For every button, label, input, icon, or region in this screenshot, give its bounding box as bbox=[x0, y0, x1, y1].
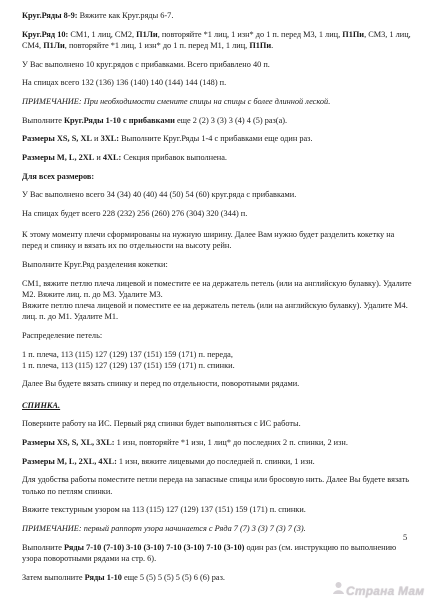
paragraph-rows-8-9: Круг.Ряды 8-9: Вяжите как Круг.ряды 6-7. bbox=[22, 11, 174, 20]
paragraph-then-work: Затем выполните Ряды 1-10 еще 5 (5) 5 (5) 5 (5) 6 (6) раз. bbox=[22, 572, 225, 582]
paragraph-stitch-distribution: Распределение петель: bbox=[22, 330, 103, 340]
paragraph-sizes-m-l-2xl-4xl: Размеры M, L, 2XL и 4XL: Секция прибавок выполнена. bbox=[22, 153, 227, 163]
paragraph-row-10: Круг.Ряд 10: СМ1, 1 лиц, СМ2, П1Ли, повторяйте *1 лиц, 1 изн* до 1 п. перед М3, 1 лиц, П1Пи, СМ3, 1 лиц, СМ4, П1Ли, повторяйте *1 лиц, 1 изн* до 1 п. перед М1, 1 лиц, П1Пи. bbox=[22, 29, 411, 50]
paragraph-divide-instructions-1: СМ1, вяжите петлю плеча лицевой и поместите ее на держатель петель (или на английскую булавку). Удалите М2. Вяжите лиц. п. до М3. Удалите М3. bbox=[22, 278, 412, 299]
paragraph-work-rows: Выполните Ряды 7-10 (7-10) 3-10 (3-10) 7-10 (3-10) 7-10 (3-10) один раз (см. инструкцию по выполнению узора поворотными рядами на стр. 6). bbox=[22, 542, 397, 563]
paragraph-turn-work: Поверните работу на ИС. Первый ряд спинки будет выполняться с ИС работы. bbox=[22, 419, 301, 429]
paragraph-divide-instructions-2: Вяжите петлю плеча лицевой и поместите ее на держатель петель (или на английскую булавку). Удалите М4. лиц. п. до М1. Удалите М1. bbox=[22, 300, 408, 322]
page-number: 5 bbox=[403, 532, 408, 542]
paragraph-rows-done: У Вас выполнено 10 круг.рядов с прибавками. Всего прибавлено 40 п. bbox=[22, 59, 270, 69]
section-heading-back: СПИНКА. bbox=[22, 400, 61, 410]
paragraph-back-sizes-2: Размеры M, L, 2XL, 4XL: 1 изн, вяжите лицевыми до последней п. спинки, 1 изн. bbox=[22, 456, 315, 466]
paragraph-sizes-xs-s-xl-3xl: Размеры XS, S, XL и 3XL: Выполните Круг.Ряды 1-4 с прибавками еще один раз. bbox=[22, 134, 313, 144]
paragraph-shoulders-formed: К этому моменту плечи сформированы на нужную ширину. Далее Вам нужно будет разделить кокетку на перед и спинку и вязать их по отдельности на высоту рейн. bbox=[22, 229, 395, 251]
paragraph-texture-pattern: Вяжите текстурным узором на 113 (115) 127 (129) 137 (151) 159 (171) п. спинки. bbox=[22, 505, 306, 515]
watermark: Страна Мам bbox=[346, 584, 425, 598]
note-change-needles: ПРИМЕЧАНИЕ: При необходимости смените спицы на спицы с более длинной леской. bbox=[22, 97, 331, 107]
heading-all-sizes: Для всех размеров: bbox=[22, 171, 95, 181]
paragraph-back-sizes-1: Размеры XS, S, XL, 3XL: 1 изн, повторяйте *1 изн, 1 лиц* до последних 2 п. спинки, 2 изн. bbox=[22, 438, 348, 448]
paragraph-separately: Далее Вы будете вязать спинку и перед по отдельности, поворотными рядами. bbox=[22, 379, 300, 389]
paragraph-stitch-count: На спицах всего 132 (136) 136 (140) 140 (144) 144 (148) п. bbox=[22, 78, 227, 88]
paragraph-total-rows: У Вас выполнено всего 34 (34) 40 (40) 44 (50) 54 (60) круг.ряда с прибавками. bbox=[22, 190, 297, 200]
note-first-repeat: ПРИМЕЧАНИЕ: первый раппорт узора начинается с Ряда 7 (7) 3 (3) 7 (3) 7 (3). bbox=[22, 524, 306, 534]
paragraph-total-stitches: На спицах будет всего 228 (232) 256 (260) 276 (304) 320 (344) п. bbox=[22, 208, 248, 218]
distribution-front: 1 п. плеча, 113 (115) 127 (129) 137 (151) 159 (171) п. переда, bbox=[22, 349, 233, 359]
watermark-logo-icon bbox=[331, 580, 346, 595]
distribution-back: 1 п. плеча, 113 (115) 127 (129) 137 (151) 159 (171) п. спинки. bbox=[22, 360, 235, 370]
paragraph-place-front-stitches: Для удобства работы поместите петли переда на запасные спицы или бросовую нить. Далее Вы будете вязать только по петлям спинки. bbox=[22, 475, 410, 496]
document-page bbox=[22, 10, 414, 590]
paragraph-divide-yoke: Выполните Круг.Ряд разделения кокетки: bbox=[22, 259, 168, 269]
paragraph-repeat-rows: Выполните Круг.Ряды 1-10 с прибавками еще 2 (2) 3 (3) 3 (4) 4 (5) раз(а). bbox=[22, 115, 288, 125]
